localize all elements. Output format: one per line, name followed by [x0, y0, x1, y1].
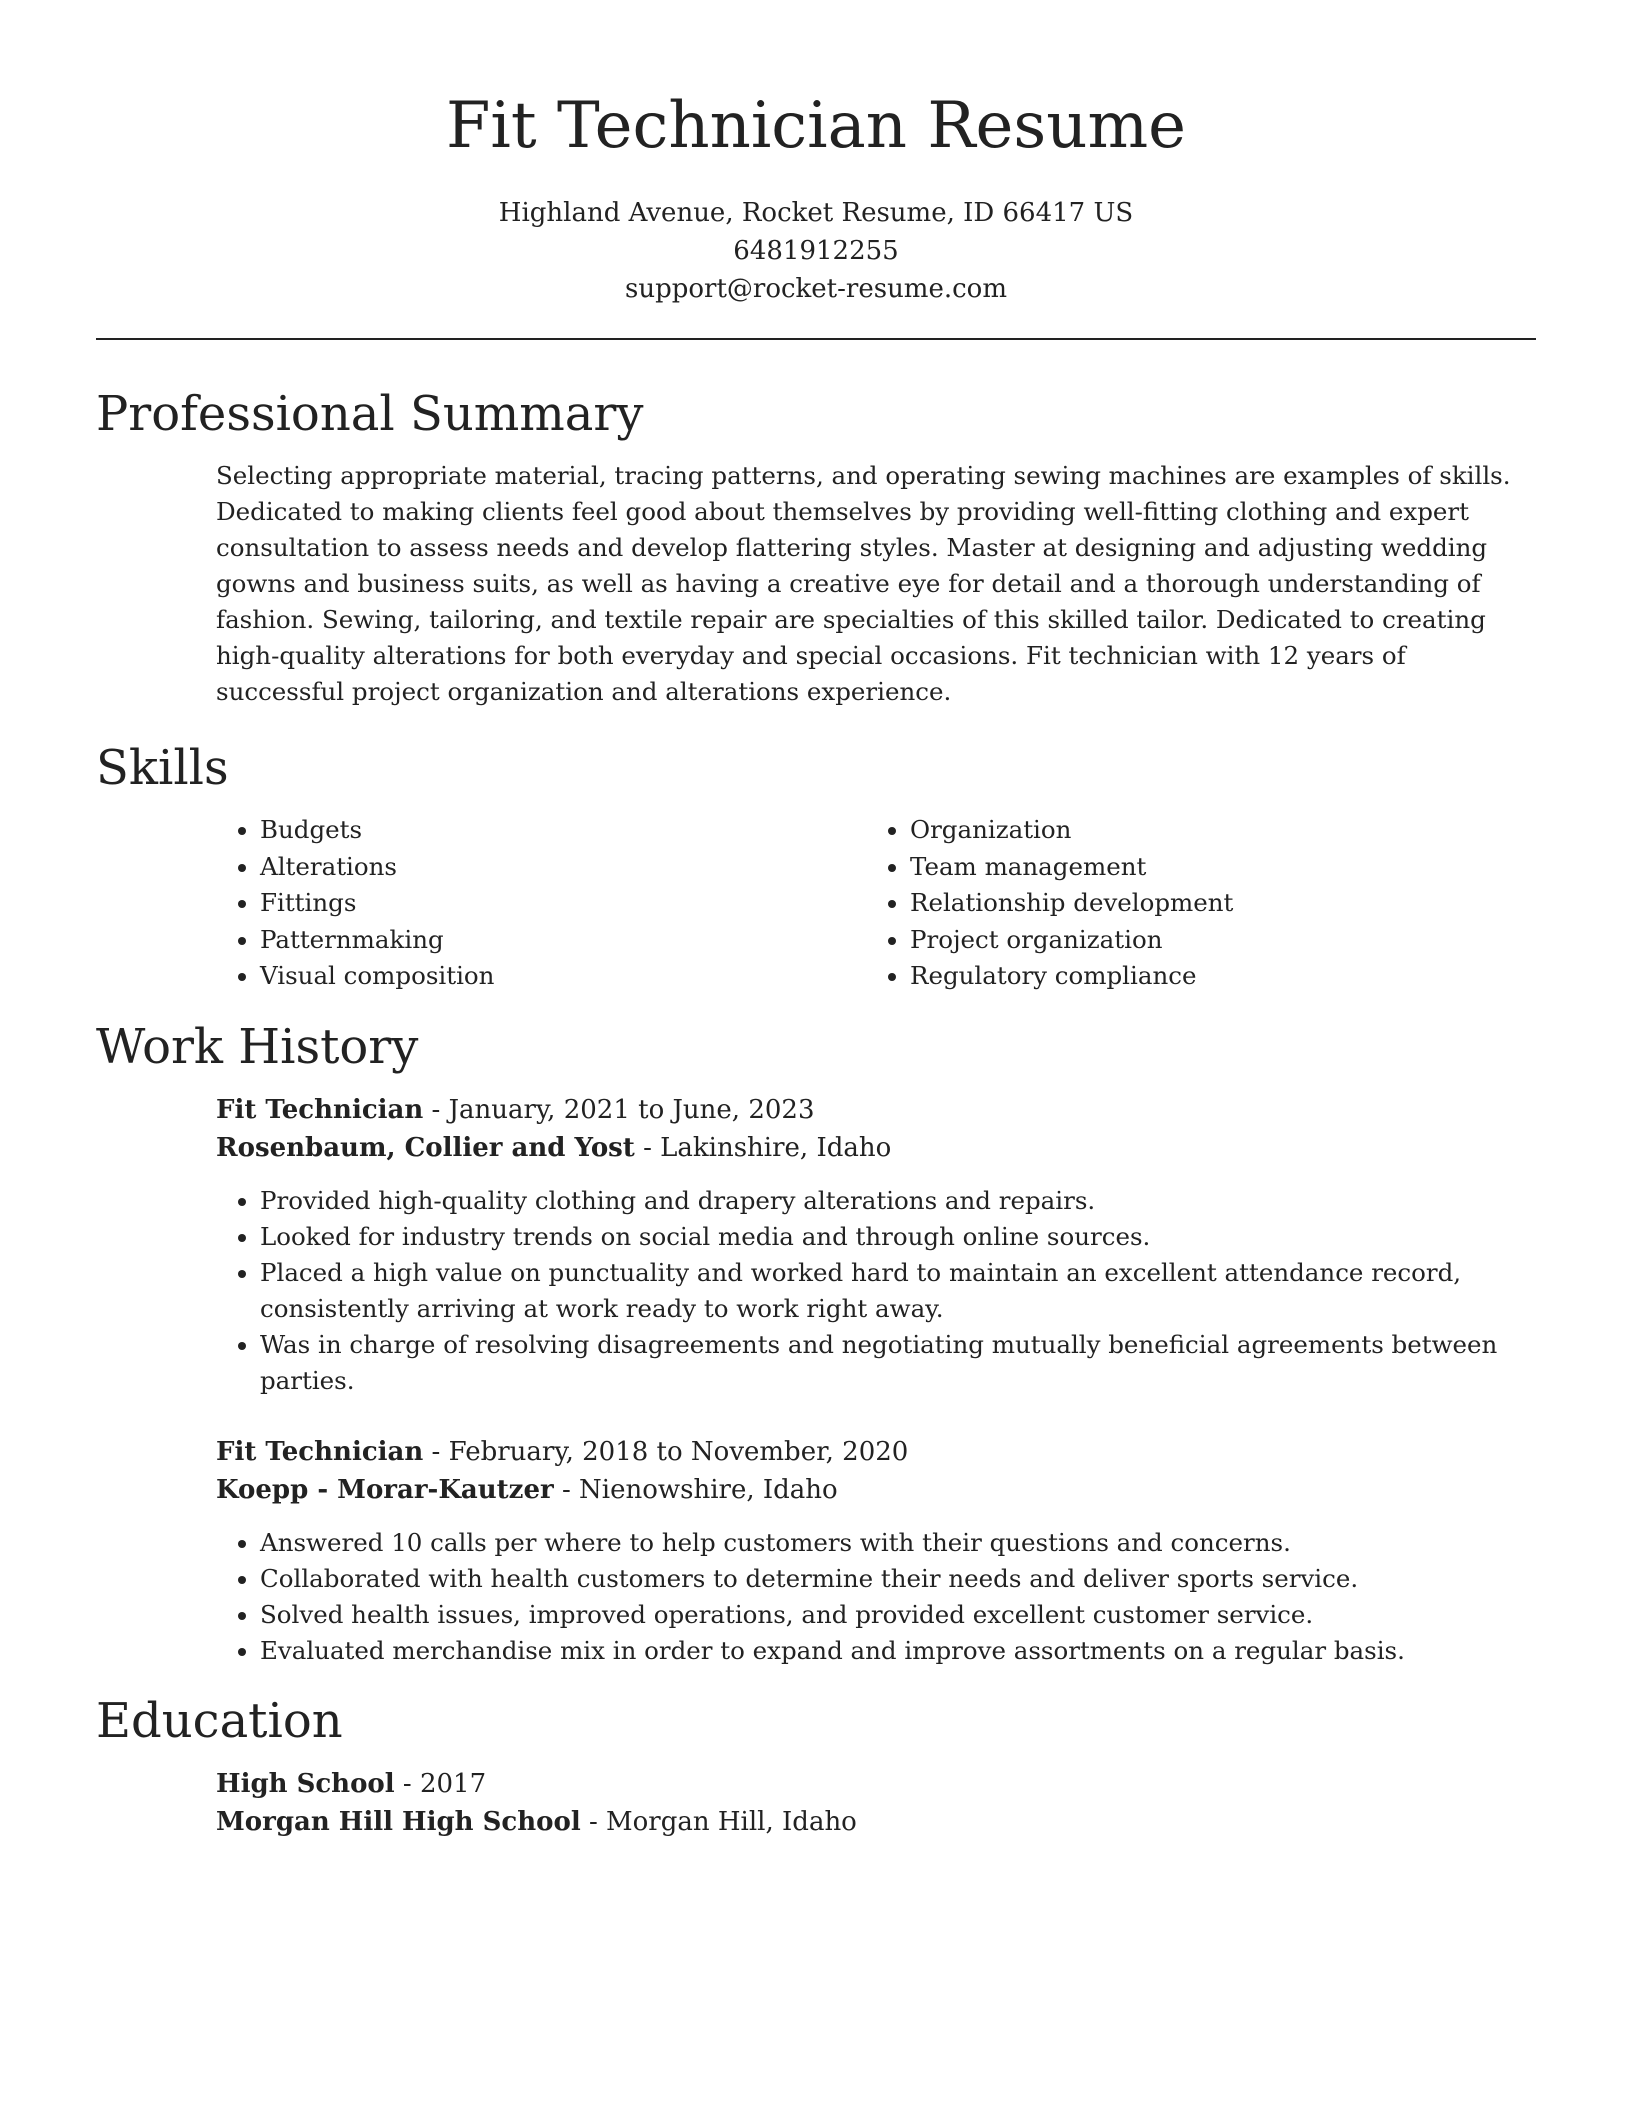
- skill-item: • Budgets: [260, 812, 866, 849]
- skills-list-right: [866, 812, 1516, 995]
- job-location: - Nienowshire, Idaho: [553, 1474, 838, 1505]
- education-school-line: [216, 1803, 1536, 1841]
- job-title-line: [216, 1091, 1536, 1129]
- skills-section: [96, 738, 1536, 995]
- job-company: Koepp - Morar-Kautzer: [216, 1474, 554, 1505]
- job-dates: - January, 2021 to June, 2023: [423, 1094, 815, 1125]
- job-bullet: • Solved health issues, improved operations, and provided excellent customer service.: [260, 1597, 1536, 1633]
- job-location: - Lakinshire, Idaho: [634, 1132, 892, 1163]
- skills-grid: [216, 812, 1536, 995]
- section-title-education: Education: [96, 1692, 343, 1749]
- resume-header: [96, 0, 1536, 308]
- skill-item: • Team management: [910, 849, 1516, 886]
- job-company-line: [216, 1129, 1536, 1167]
- job-bullet: • Was in charge of resolving disagreements and negotiating mutually beneficial agreements between parties.: [260, 1327, 1536, 1399]
- skill-item: • Regulatory compliance: [910, 958, 1516, 995]
- resume-page: [96, 0, 1536, 1841]
- professional-summary-section: [96, 384, 1536, 710]
- education-year: - 2017: [394, 1768, 487, 1799]
- job-entry: [216, 1091, 1536, 1399]
- contact-address: Highland Avenue, Rocket Resume, ID 66417 US: [498, 198, 1134, 228]
- contact-info: [96, 194, 1536, 308]
- section-title-skills: Skills: [96, 740, 229, 796]
- job-bullet: • Answered 10 calls per where to help customers with their questions and concerns.: [260, 1525, 1536, 1561]
- skill-item: • Alterations: [260, 849, 866, 886]
- contact-email: support@rocket-resume.com: [624, 274, 1007, 304]
- resume-title: Fit Technician Resume: [446, 89, 1186, 163]
- job-title-line: [216, 1433, 1536, 1471]
- job-bullet: • Provided high-quality clothing and drapery alterations and repairs.: [260, 1183, 1536, 1219]
- skill-item: • Organization: [910, 812, 1516, 849]
- education-section: [96, 1691, 1536, 1841]
- education-location: - Morgan Hill, Idaho: [580, 1806, 857, 1837]
- skill-item: • Fittings: [260, 885, 866, 922]
- summary-text: Selecting appropriate material, tracing patterns, and operating sewing machines are examples of skills. Dedicated to making clients feel good about themselves by providing well-fitting clothing and expert consultation to assess needs and develop flattering styles. Master at designing and adjusting wedding gowns and business suits, as well as having a creative eye for detail and a thorough understanding of fashion. Sewing, tailoring, and textile repair are specialties of this skilled tailor. Dedicated to creating high-quality alterations for both everyday and special occasions. Fit technician with 12 years of successful project organization and alterations experience.: [216, 461, 1511, 706]
- job-company: Rosenbaum, Collier and Yost: [216, 1132, 635, 1163]
- section-title-summary: Professional Summary: [96, 386, 644, 442]
- contact-phone: 6481912255: [733, 236, 899, 266]
- education-degree-line: [216, 1765, 1536, 1803]
- education-degree: High School: [216, 1768, 395, 1799]
- job-company-line: [216, 1471, 1536, 1509]
- job-role: Fit Technician: [216, 1436, 424, 1467]
- header-divider: [96, 338, 1536, 340]
- job-entry: [216, 1433, 1536, 1669]
- job-dates: - February, 2018 to November, 2020: [423, 1436, 909, 1467]
- job-bullets: [216, 1183, 1536, 1399]
- education-entry: [216, 1765, 1536, 1841]
- skill-item: • Relationship development: [910, 885, 1516, 922]
- job-bullet: • Evaluated merchandise mix in order to expand and improve assortments on a regular basis.: [260, 1633, 1536, 1669]
- job-bullet: • Collaborated with health customers to determine their needs and deliver sports service.: [260, 1561, 1536, 1597]
- section-title-work-history: Work History: [96, 1018, 419, 1075]
- job-bullet: • Placed a high value on punctuality and worked hard to maintain an excellent attendance record, consistently arriving at work ready to work right away.: [260, 1255, 1536, 1327]
- skill-item: • Visual composition: [260, 958, 866, 995]
- job-bullets: [216, 1525, 1536, 1669]
- skill-item: • Project organization: [910, 922, 1516, 959]
- skill-item: • Patternmaking: [260, 922, 866, 959]
- job-bullet: • Looked for industry trends on social media and through online sources.: [260, 1219, 1536, 1255]
- skills-list-left: [216, 812, 866, 995]
- work-history-section: [96, 1017, 1536, 1669]
- education-school: Morgan Hill High School: [216, 1806, 581, 1837]
- job-role: Fit Technician: [216, 1094, 424, 1125]
